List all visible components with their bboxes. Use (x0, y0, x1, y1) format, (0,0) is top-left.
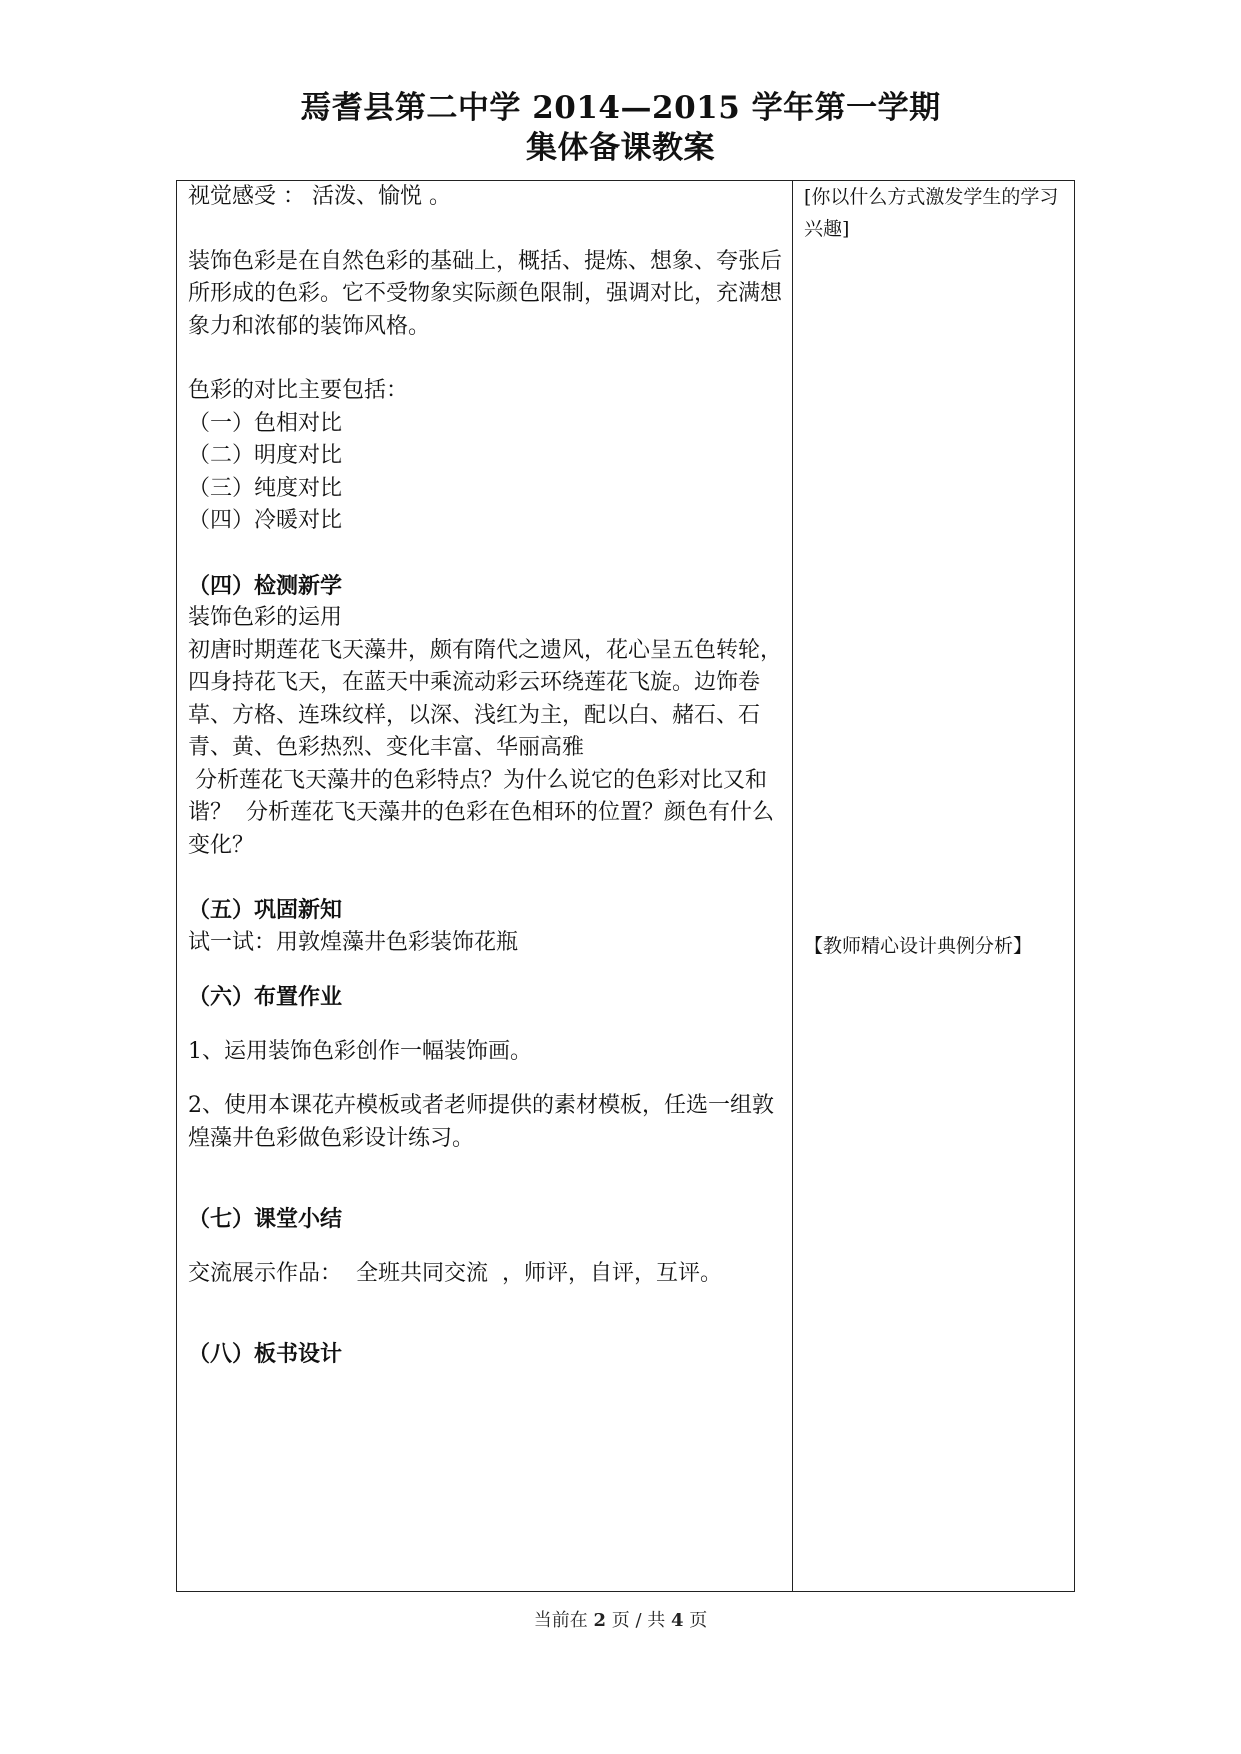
section-4-subtitle: 装饰色彩的运用 (188, 605, 343, 630)
side-note-example-analysis: 【教师精心设计典例分析】 (804, 935, 1033, 957)
lesson-plan-table (176, 180, 1075, 1592)
footer-prefix: 当前在 (533, 1610, 588, 1631)
visual-feeling-text: 视觉感受 ： 活泼、愉悦 。 (188, 184, 451, 209)
current-page-number: 2 (593, 1610, 606, 1631)
school-title: 焉耆县第二中学 2014—2015 学年第一学期 (300, 90, 941, 126)
section-4-questions: 分析莲花飞天藻井的色彩特点？为什么说它的色彩对比又和谐？ 分析莲花飞天藻井的色彩在色相环的位置？颜色有什么变化？ (188, 767, 774, 858)
contrast-item: （三）纯度对比 (188, 475, 343, 501)
homework-item-1: 1、运用装饰色彩创作一幅装饰画。 (188, 1038, 532, 1064)
section-7-heading: （七）课堂小结 (188, 1206, 343, 1232)
document-header (0, 88, 1241, 168)
section-6-heading: （六）布置作业 (188, 984, 343, 1010)
homework-item-2: 2、使用本课花卉模板或者老师提供的素材模板，任选一组敦煌藻井色彩做色彩设计练习。 (188, 1093, 774, 1151)
section-5-task: 试一试：用敦煌藻井色彩装饰花瓶 (188, 929, 519, 955)
document-title: 集体备课教案 (526, 130, 715, 166)
total-page-number: 4 (670, 1610, 684, 1631)
contrast-item: （二）明度对比 (188, 443, 343, 468)
side-notes-column (804, 181, 1074, 957)
column-divider (792, 181, 793, 1591)
footer-suffix: 页 (689, 1610, 708, 1631)
section-5-heading: （五）巩固新知 (188, 897, 343, 923)
section-8-heading: （八）板书设计 (188, 1341, 343, 1367)
contrast-item: （四）冷暖对比 (188, 508, 343, 533)
main-content-column (188, 181, 788, 1371)
contrast-item: （一）色相对比 (188, 410, 343, 436)
section-4-description: 初唐时期莲花飞天藻井，颇有隋代之遗风，花心呈五色转轮，四身持花飞天，在蓝天中乘流动彩云环绕莲花飞旋。边饰卷草、方格、连珠纹样，以深、浅红为主，配以白、赭石、石青、黄、色彩热烈、变化丰富、华丽高雅 (188, 637, 783, 760)
decorative-color-definition: 装饰色彩是在自然色彩的基础上，概括、提炼、想象、夸张后所形成的色彩。它不受物象实际颜色限制，强调对比，充满想象力和浓郁的装饰风格。 (188, 248, 783, 339)
contrast-intro: 色彩的对比主要包括： (188, 378, 409, 403)
section-7-summary: 交流展示作品： 全班共同交流 ，师评，自评，互评。 (188, 1260, 722, 1286)
side-note-motivation: [你以什么方式激发学生的学习兴趣] (804, 186, 1059, 240)
section-4-heading: （四）检测新学 (188, 572, 343, 599)
page-footer (0, 1606, 1241, 1632)
footer-middle: 页 / 共 (611, 1610, 666, 1631)
